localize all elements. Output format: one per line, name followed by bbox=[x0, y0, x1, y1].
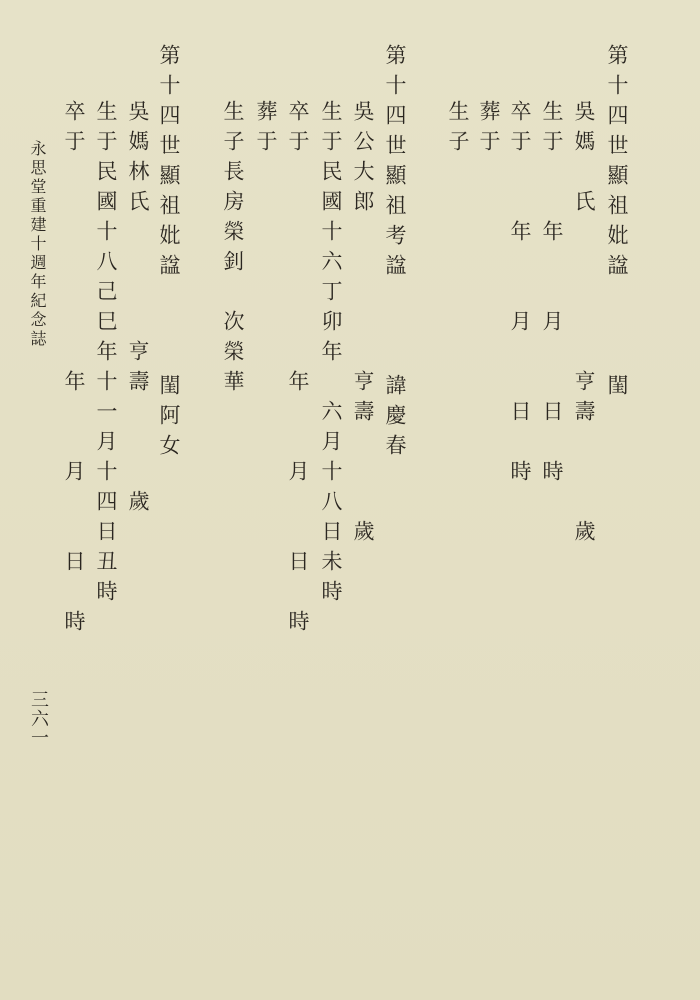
entry-burial-line: 葬于 bbox=[477, 100, 501, 160]
book-title: 永思堂重建十週年紀念誌 bbox=[28, 140, 47, 349]
entry-death-line: 卒于 年 月 日 時 bbox=[286, 100, 310, 640]
entry-children-line: 生子長房榮釗 次榮華 bbox=[221, 100, 245, 400]
entry-heading: 第十四世顯祖妣諡 閨 bbox=[605, 44, 629, 404]
entry-birth-line: 生于民國十八己巳年十一月十四日丑時 bbox=[94, 100, 118, 610]
entry-name-line: 吳公大郎 亨壽 歲 bbox=[351, 100, 375, 550]
entry-birth-line: 生于民國十六丁卯年 六月十八日未時 bbox=[319, 100, 343, 610]
entry-name-line: 吳媽林氏 亨壽 歲 bbox=[126, 100, 150, 520]
entry-heading: 第十四世顯祖考諡 諱慶春 bbox=[383, 44, 407, 464]
entry-name-line: 吳媽 氏 亨壽 歲 bbox=[572, 100, 596, 550]
entry-children-line: 生子 bbox=[446, 100, 470, 160]
page-number: 三六一 bbox=[28, 690, 49, 747]
entry-death-line: 卒于 年 月 日 時 bbox=[508, 100, 532, 490]
entry-death-line: 卒于 年 月 日 時 bbox=[62, 100, 86, 640]
entry-heading: 第十四世顯祖妣諡 閨阿女 bbox=[157, 44, 181, 464]
entry-burial-line: 葬于 bbox=[254, 100, 278, 160]
entry-birth-line: 生于 年 月 日 時 bbox=[540, 100, 564, 490]
